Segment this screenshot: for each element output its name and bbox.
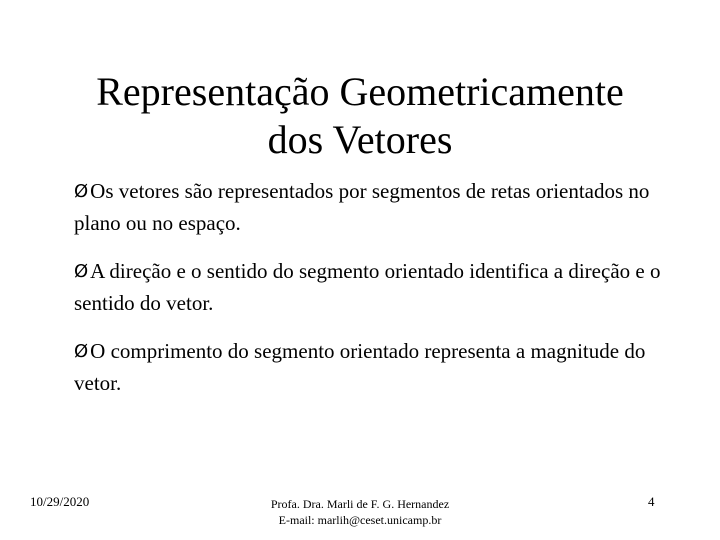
footer-email: E-mail: marlih@ceset.unicamp.br [278, 513, 442, 527]
page-number: 4 [648, 494, 655, 509]
slide-title-line-1: Representação Geometricamente [96, 69, 624, 114]
arrow-bullet-icon: Ø [74, 341, 89, 362]
arrow-bullet-icon: Ø [74, 261, 89, 282]
slide-title [60, 68, 660, 164]
arrow-bullet-icon: Ø [74, 181, 89, 202]
bullet-item [74, 336, 674, 398]
slide-title-line-2: dos Vetores [267, 117, 453, 162]
footer-author: Profa. Dra. Marli de F. G. Hernandez [270, 497, 450, 511]
bullet-text: A direção e o sentido do segmento orientado identifica a direção e o sentido do vetor. [74, 259, 661, 315]
footer-date: 10/29/2020 [30, 494, 90, 509]
bullet-text: O comprimento do segmento orientado representa a magnitude do vetor. [74, 339, 646, 395]
footer-credit [230, 496, 490, 528]
bullet-text: Os vetores são representados por segmentos de retas orientados no plano ou no espaço. [74, 179, 650, 235]
bullet-item [74, 256, 674, 318]
bullet-list [74, 176, 674, 416]
bullet-item [74, 176, 674, 238]
